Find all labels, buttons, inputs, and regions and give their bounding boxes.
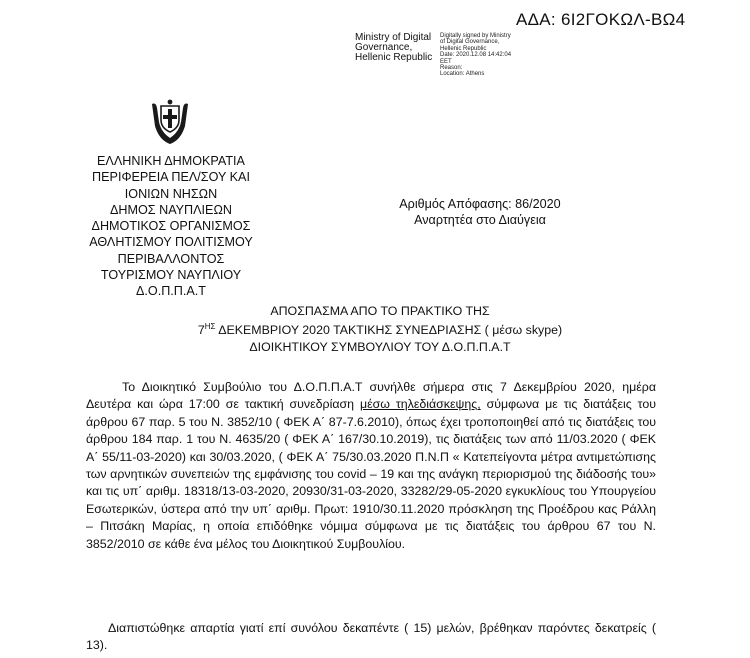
decision-info <box>360 196 600 228</box>
decision-posted-note: Αναρτητέα στο Διαύγεια <box>414 213 546 227</box>
issuer-line: ΠΕΡΙΒΑΛΛΟΝΤΟΣ <box>117 251 225 266</box>
p1-text-b: σύμφωνα με τις διατάξεις του άρθρου 67 παρ. 5 του Ν. 3852/10 ( ΦΕΚ Α΄ 87-7.6.2010), όπως έχει τροποποιηθεί από τις διατάξεις του άρθρου 184 παρ. 1 του Ν. 4635/20 ( ΦΕΚ Α΄ 167/30.10.2019), τις διατάξεις των από 11/03.2020 ( ΦΕΚ Α΄ 55/11-03-2020) και 30/03.2020, ( ΦΕΚ Α΄ 75/30.03.2020 Π.Ν.Π « Κατεπείγοντα μέτρα αντιμετώπισης των αρνητικών συνεπειών της εμφάνισης του covid – 19 και της ανάγκη περιορισμού της διάδοσής του» και τις υπ΄ αριθμ. 18318/13-03-2020, 20930/31-03-2020, 33282/29-05-2020 εγκυκλίους του Υπουργείου Εσωτερικών, ύστερα από την υπ΄ αριθμ. Πρωτ: 1910/30.11.2020 πρόσκληση της Προέδρου κας Ράλλη – Πιτσάκη Μαρίας, η οποία επιδόθηκε νόμιμα σύμφωνα με τις διατάξεις του άρθρου 67 του Ν. 3852/2010 σε κάθε ένα μέλος του Διοικητικού Συμβουλίου. <box>86 397 656 551</box>
document-heading <box>180 303 580 355</box>
signature-detail-line: EET <box>440 58 452 65</box>
heading-line-2 <box>180 319 580 338</box>
signature-detail-line: Date: 2020.12.08 14:42:04 <box>440 52 512 59</box>
heading-line-1: ΑΠΟΣΠΑΣΜΑ ΑΠΟ ΤΟ ΠΡΑΚΤΙΚΟ ΤΗΣ <box>270 304 490 318</box>
signature-detail-line: Location: Athens <box>440 71 485 78</box>
issuer-line: ΕΛΛΗΝΙΚΗ ΔΗΜΟΚΡΑΤΙΑ <box>97 154 245 168</box>
body-paragraph-2: Διαπιστώθηκε απαρτία γιατί επί συνόλου δεκαπέντε ( 15) μελών, βρέθηκαν παρόντες δεκατρείς ( 13). <box>86 621 656 653</box>
heading-day: 7 <box>197 323 205 338</box>
body-paragraph-1 <box>86 379 656 553</box>
issuer-line: ΔΗΜΟΣ ΝΑΥΠΛΙΕΩΝ <box>110 202 232 217</box>
signature-issuer-line: Hellenic Republic <box>355 52 433 63</box>
decision-number: Αριθμός Απόφασης: 86/2020 <box>399 197 561 211</box>
hellenic-emblem-icon <box>148 98 192 146</box>
signature-detail-line: Hellenic Republic <box>440 45 487 52</box>
heading-session: ΔΕΚΕΜΒΡΙΟΥ 2020 ΤΑΚΤΙΚΗΣ ΣΥΝΕΔΡΙΑΣΗΣ ( μέσω skype) <box>215 323 563 338</box>
signature-detail-line: of Digital Governance, <box>440 39 500 46</box>
issuer-line: ΙΟΝΙΩΝ ΝΗΣΩΝ <box>124 186 218 201</box>
signature-detail-line: Reason: <box>440 65 463 72</box>
ada-code: ΑΔΑ: 6Ι2ΓΟΚΩΛ-ΒΩ4 <box>516 10 686 29</box>
digital-signature-details <box>440 33 511 78</box>
p1-underlined-text: μέσω τηλεδιάσκεψης, <box>359 397 481 412</box>
p1-text-a: Το Διοικητικό Συμβούλιο του Δ.Ο.Π.Π.Α.Τ συνήλθε σήμερα στις 7 Δεκεμβρίου 2020, ημέρα Δευτέρα και ώρα 17:00 σε τακτική συνεδρίαση <box>86 380 656 412</box>
heading-line-3: ΔΙΟΙΚΗΤΙΚΟΥ ΣΥΜΒΟΥΛΙΟΥ ΤΟΥ Δ.Ο.Π.Π.Α.Τ <box>249 339 511 354</box>
issuer-block <box>62 153 280 300</box>
signature-issuer-line: Governance, <box>355 42 413 53</box>
issuer-line: ΤΟΥΡΙΣΜΟΥ ΝΑΥΠΛΙΟΥ <box>100 268 242 283</box>
heading-day-suffix: ΗΣ <box>204 322 216 332</box>
digital-signature-issuer <box>355 33 432 63</box>
issuer-line: ΠΕΡΙΦΕΡΕΙΑ ΠΕΛ/ΣΟΥ ΚΑΙ <box>92 170 250 185</box>
issuer-line: Δ.Ο.Π.Π.Α.Τ <box>136 284 206 299</box>
issuer-line: ΑΘΛΗΤΙΣΜΟΥ ΠΟΛΙΤΙΣΜΟΥ <box>89 235 253 250</box>
issuer-line: ΔΗΜΟΤΙΚΟΣ ΟΡΓΑΝΙΣΜΟΣ <box>91 219 251 234</box>
signature-detail-line: Digitally signed by Ministry <box>440 33 511 39</box>
signature-issuer-line: Ministry of Digital <box>355 32 432 43</box>
